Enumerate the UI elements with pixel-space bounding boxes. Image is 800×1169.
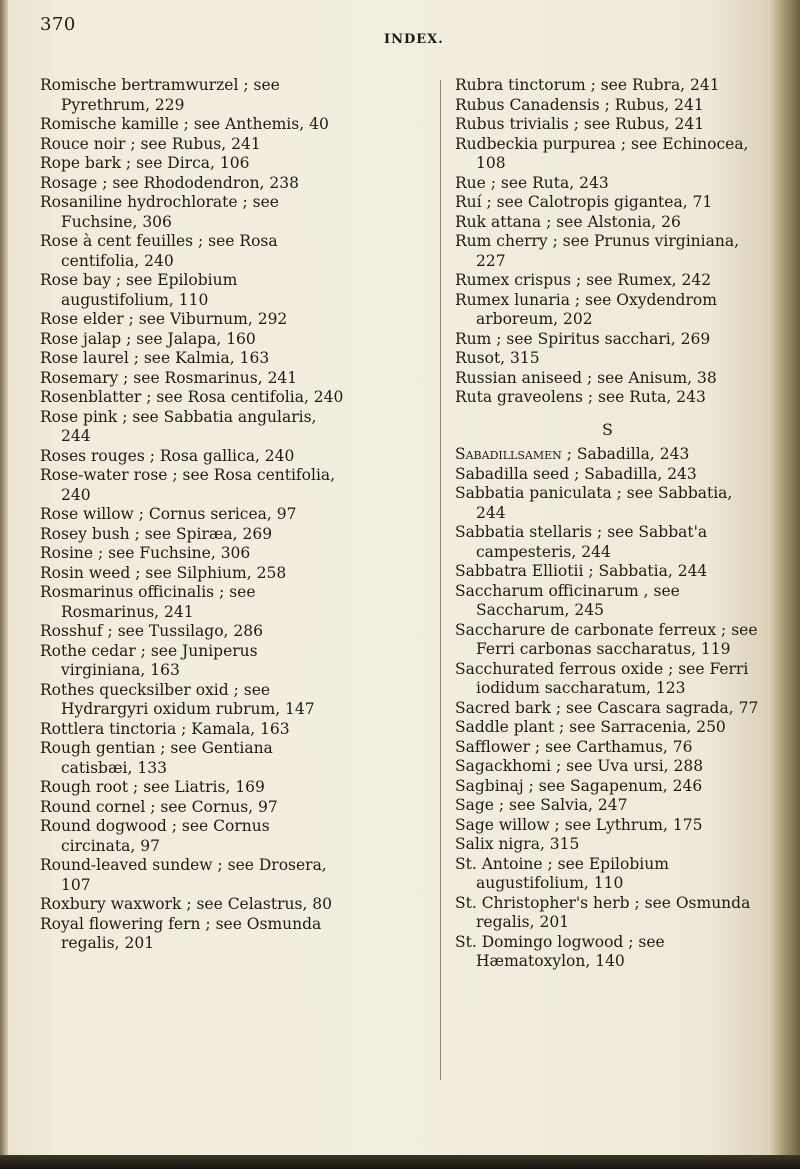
index-entry: Rum cherry ; see Prunus virginiana, 227 bbox=[455, 232, 739, 270]
index-entry: Sacred bark ; see Cascara sagrada, 77 bbox=[455, 698, 759, 717]
index-column-left bbox=[40, 76, 345, 954]
page-number: 370 bbox=[40, 14, 76, 35]
index-entry: Rose-water rose ; see Rosa centifolia, 240 bbox=[40, 466, 336, 504]
index-entry: Rue ; see Ruta, 243 bbox=[455, 173, 609, 192]
index-entry: Sabbatra Elliotii ; Sabbatia, 244 bbox=[455, 562, 708, 580]
index-entry: Sage willow ; see Lythrum, 175 bbox=[455, 815, 703, 834]
index-entry: Ruta graveolens ; see Ruta, 243 bbox=[455, 388, 706, 406]
index-entry-text: ; Sabadilla, 243 bbox=[561, 445, 690, 463]
index-entry: Saccharum officinarum , see Saccharum, 245 bbox=[455, 581, 680, 619]
index-entry: Rose willow ; Cornus sericea, 97 bbox=[40, 505, 297, 523]
column-divider bbox=[440, 80, 441, 1080]
index-entry: Rose bay ; see Epilobium augustifolium, 110 bbox=[40, 271, 238, 309]
index-entry: Rosine ; see Fuchsine, 306 bbox=[40, 544, 251, 562]
index-entry: Rough gentian ; see Gentiana catisbæi, 133 bbox=[40, 739, 273, 777]
index-entry: Sabadilla seed ; Sabadilla, 243 bbox=[455, 464, 697, 483]
index-entry: Ruí ; see Calotropis gigantea, 71 bbox=[455, 193, 713, 211]
index-entry: Rothes quecksilber oxid ; see Hydrargyri oxidum rubrum, 147 bbox=[40, 680, 315, 718]
index-entry bbox=[455, 445, 760, 465]
index-entry: Saddle plant ; see Sarracenia, 250 bbox=[455, 718, 726, 736]
page-right-edge bbox=[770, 0, 800, 1169]
index-entry: Round cornel ; see Cornus, 97 bbox=[40, 797, 278, 816]
index-entry: Sagackhomi ; see Uva ursi, 288 bbox=[455, 757, 704, 775]
index-entry: Safflower ; see Carthamus, 76 bbox=[455, 737, 693, 756]
index-entry: Round dogwood ; see Cornus circinata, 97 bbox=[40, 817, 270, 855]
index-entry: Rough root ; see Liatris, 169 bbox=[40, 778, 265, 796]
index-entry: St. Christopher's herb ; see Osmunda regalis, 201 bbox=[455, 893, 751, 931]
section-letter-heading: S bbox=[602, 419, 613, 439]
index-entry: Rottlera tinctoria ; Kamala, 163 bbox=[40, 719, 290, 738]
index-entry: Rosemary ; see Rosmarinus, 241 bbox=[40, 368, 298, 387]
index-entry: Sabbatia paniculata ; see Sabbatia, 244 bbox=[455, 484, 733, 522]
index-entry: Ruk attana ; see Alstonia, 26 bbox=[455, 212, 681, 231]
index-entry: St. Antoine ; see Epilobium augustifolium, 110 bbox=[455, 854, 669, 892]
page-left-edge bbox=[0, 0, 8, 1169]
index-entry: Sacchurated ferrous oxide ; see Ferri iodidum saccharatum, 123 bbox=[455, 659, 749, 697]
index-entry: Rose laurel ; see Kalmia, 163 bbox=[40, 349, 270, 367]
page-bottom-edge bbox=[0, 1155, 800, 1169]
index-entry: Sagbinaj ; see Sagapenum, 246 bbox=[455, 776, 703, 795]
index-entry: Rosmarinus officinalis ; see Rosmarinus, 241 bbox=[40, 583, 256, 621]
index-entry: Roses rouges ; Rosa gallica, 240 bbox=[40, 446, 295, 465]
index-entry: Rumex lunaria ; see Oxydendrom arboreum, 202 bbox=[455, 290, 717, 328]
index-entry: Rose pink ; see Sabbatia angularis, 244 bbox=[40, 407, 317, 445]
index-entry: Rumex crispus ; see Rumex, 242 bbox=[455, 271, 712, 289]
index-entry: Rubra tinctorum ; see Rubra, 241 bbox=[455, 76, 720, 94]
index-entry: Romische bertramwurzel ; see Pyrethrum, 229 bbox=[40, 76, 280, 114]
index-entry: Roxbury waxwork ; see Celastrus, 80 bbox=[40, 895, 333, 913]
index-entry: Rope bark ; see Dirca, 106 bbox=[40, 154, 250, 172]
index-entry: Rubus trivialis ; see Rubus, 241 bbox=[455, 115, 705, 133]
index-entry: Rum ; see Spiritus sacchari, 269 bbox=[455, 329, 711, 348]
index-entry: Rosin weed ; see Silphium, 258 bbox=[40, 563, 287, 582]
index-entry: Rudbeckia purpurea ; see Echinocea, 108 bbox=[455, 134, 749, 172]
running-title: INDEX. bbox=[384, 32, 444, 47]
index-entry: Royal flowering fern ; see Osmunda regalis, 201 bbox=[40, 914, 322, 952]
index-entry: Rothe cedar ; see Juniperus virginiana, 163 bbox=[40, 641, 258, 679]
index-entry: Rosage ; see Rhododendron, 238 bbox=[40, 173, 299, 192]
index-entry: Rosaniline hydrochlorate ; see Fuchsine, 306 bbox=[40, 193, 279, 231]
index-entry: Sage ; see Salvia, 247 bbox=[455, 796, 628, 814]
index-entry: Rosey bush ; see Spiræa, 269 bbox=[40, 524, 273, 543]
index-entry: Rouce noir ; see Rubus, 241 bbox=[40, 134, 261, 153]
index-entry: Rusot, 315 bbox=[455, 349, 540, 367]
index-entry: Rosshuf ; see Tussilago, 286 bbox=[40, 622, 263, 640]
index-entry: Rose elder ; see Viburnum, 292 bbox=[40, 310, 288, 328]
index-entry: Rose à cent feuilles ; see Rosa centifolia, 240 bbox=[40, 232, 278, 270]
index-entry: Rubus Canadensis ; Rubus, 241 bbox=[455, 95, 704, 114]
index-headword: Sabadillsamen bbox=[455, 445, 562, 463]
index-column-right bbox=[455, 76, 760, 972]
index-entry: Rose jalap ; see Jalapa, 160 bbox=[40, 329, 256, 348]
index-entry: St. Domingo logwood ; see Hæmatoxylon, 140 bbox=[455, 932, 665, 970]
index-entry: Russian aniseed ; see Anisum, 38 bbox=[455, 368, 717, 387]
index-entry: Saccharure de carbonate ferreux ; see Ferri carbonas saccharatus, 119 bbox=[455, 620, 758, 658]
index-entry: Rosenblatter ; see Rosa centifolia, 240 bbox=[40, 388, 344, 406]
index-entry: Salix nigra, 315 bbox=[455, 835, 580, 853]
index-entry: Romische kamille ; see Anthemis, 40 bbox=[40, 115, 329, 133]
index-entry: Sabbatia stellaris ; see Sabbat'a campesteris, 244 bbox=[455, 523, 708, 561]
index-entry: Round-leaved sundew ; see Drosera, 107 bbox=[40, 856, 327, 894]
